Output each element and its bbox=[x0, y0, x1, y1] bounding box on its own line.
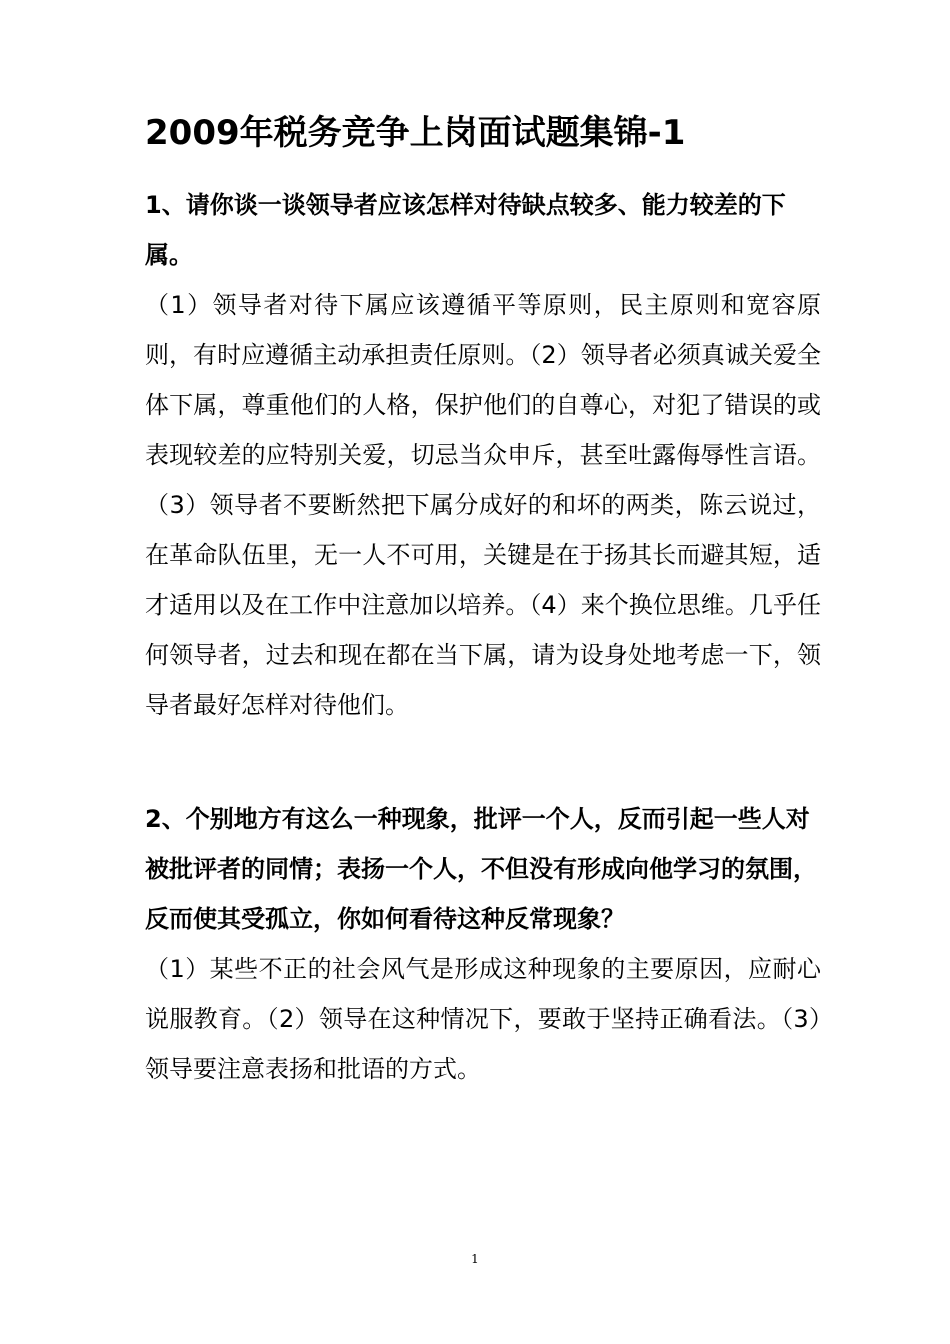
document-title: 2009年税务竞争上岗面试题集锦-1 bbox=[145, 113, 686, 153]
answer-2: （1）某些不正的社会风气是形成这种现象的主要原因，应耐心说服教育。（2）领导在这种情况下，要敢于坚持正确看法。（3）领导要注意表扬和批语的方式。 bbox=[145, 955, 821, 1083]
question-2: 2、个别地方有这么一种现象，批评一个人，反而引起一些人对被批评者的同情；表扬一个人，不但没有形成向他学习的氛围，反而使其受孤立，你如何看待这种反常现象？ bbox=[145, 805, 817, 933]
answer-1: （1）领导者对待下属应该遵循平等原则，民主原则和宽容原则，有时应遵循主动承担责任原则。（2）领导者必须真诚关爱全体下属，尊重他们的人格，保护他们的自尊心，对犯了错误的或表现较差的应特别关爱，切忌当众申斥，甚至吐露侮辱性言语。（3）领导者不要断然把下属分成好的和坏的两类，陈云说过，在革命队伍里，无一人不可用，关键是在于扬其长而避其短，适才适用以及在工作中注意加以培养。（4）来个换位思维。几乎任何领导者，过去和现在都在当下属，请为设身处地考虑一下，领导者最好怎样对待他们。 bbox=[145, 291, 821, 719]
document-body bbox=[145, 108, 821, 1094]
qa-section-1 bbox=[145, 180, 821, 730]
question-1: 1、请你谈一谈领导者应该怎样对待缺点较多、能力较差的下属。 bbox=[145, 191, 786, 269]
qa-section-2 bbox=[145, 794, 821, 1094]
page-number: 1 bbox=[471, 1252, 479, 1266]
